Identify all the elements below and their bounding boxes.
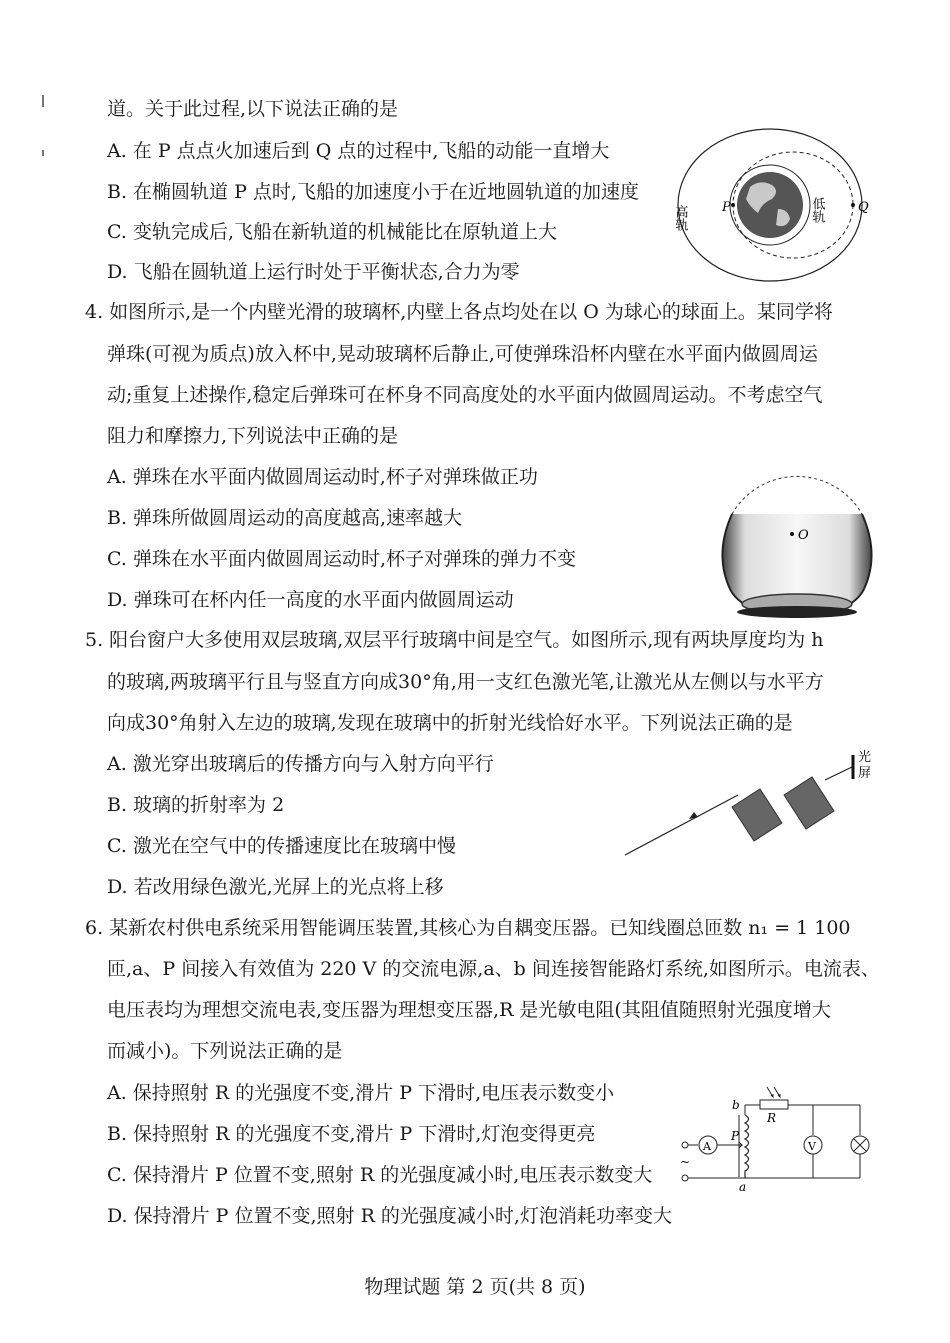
earth-icon — [737, 172, 803, 238]
right-glass-pane — [784, 777, 834, 829]
q4-stem-line-2: 弹珠(可视为质点)放入杯中,晃动玻璃杯后静止,可使弹珠沿杯内壁在水平面内做圆周运 — [107, 343, 818, 365]
point-p-dot — [731, 203, 735, 207]
input-terminal-top — [682, 1142, 688, 1148]
q5-stem-line-1: 5. 阳台窗户大多使用双层玻璃,双层平行玻璃中间是空气。如图所示,现有两块厚度均为 h — [85, 629, 824, 651]
q4-option-c: C. 弹珠在水平面内做圆周运动时,杯子对弹珠的弹力不变 — [107, 548, 576, 570]
q3-continuation: 道。关于此过程,以下说法正确的是 — [107, 98, 399, 120]
ammeter-label: A — [703, 1140, 711, 1153]
label-b: b — [732, 1098, 740, 1112]
light-arrows-icon — [767, 1087, 780, 1097]
sphere-outline-dashed — [732, 476, 862, 514]
label-q: Q — [858, 200, 869, 215]
label-high-orbit: 高轨 — [672, 205, 688, 231]
q4-stem-line-1: 4. 如图所示,是一个内壁光滑的玻璃杯,内壁上各点均处在以 O 为球心的球面上。某同学将 — [85, 301, 833, 323]
ray-arrow — [689, 812, 698, 819]
orbit-figure — [670, 125, 875, 285]
q6-option-b: B. 保持照射 R 的光强度不变,滑片 P 下滑时,灯泡变得更亮 — [107, 1123, 596, 1145]
incident-laser-ray — [625, 795, 738, 855]
photoresistor-r — [760, 1100, 788, 1109]
label-r: R — [767, 1111, 777, 1125]
label-p: P — [731, 1129, 740, 1143]
q4-option-a: A. 弹珠在水平面内做圆周运动时,杯子对弹珠做正功 — [107, 466, 538, 488]
transformer-coil — [745, 1115, 749, 1178]
double-glass-figure — [620, 745, 875, 860]
input-terminal-bottom — [682, 1175, 688, 1181]
page-edge-mark — [42, 150, 44, 156]
q3-option-a: A. 在 P 点点火加速后到 Q 点的过程中,飞船的动能一直增大 — [107, 140, 610, 162]
label-o: O — [798, 528, 809, 543]
transformer-circuit-figure — [675, 1085, 875, 1195]
glass-cup-figure — [712, 464, 882, 624]
q4-stem-line-3: 动;重复上述操作,稳定后弹珠可在杯身不同高度处的水平面内做圆周运动。不考虑空气 — [107, 384, 823, 406]
label-a: a — [739, 1180, 747, 1194]
glass-cup-bottom-shadow — [737, 606, 857, 618]
q6-option-a: A. 保持照射 R 的光强度不变,滑片 P 下滑时,电压表示数变小 — [107, 1082, 615, 1104]
q5-option-b: B. 玻璃的折射率为 2 — [107, 794, 285, 816]
exit-laser-ray — [825, 767, 852, 780]
q6-stem-line-3: 电压表均为理想交流电表,变压器为理想变压器,R 是光敏电阻(其阻值随照射光强度增大 — [107, 999, 831, 1021]
q3-option-c: C. 变轨完成后,飞船在新轨道的机械能比在原轨道上大 — [107, 221, 557, 243]
q4-option-b: B. 弹珠所做圆周运动的高度越高,速率越大 — [107, 507, 463, 529]
q6-option-d: D. 保持滑片 P 位置不变,照射 R 的光强度减小时,灯泡消耗功率变大 — [107, 1205, 672, 1227]
label-low-orbit: 低轨 — [809, 197, 825, 223]
page-footer: 物理试题 第 2 页(共 8 页) — [364, 1276, 586, 1298]
screen-label-2: 屏 — [858, 766, 872, 781]
page-edge-mark — [42, 95, 44, 107]
q4-stem-line-4: 阻力和摩擦力,下列说法中正确的是 — [107, 425, 399, 447]
screen-label-1: 光 — [858, 750, 872, 765]
q3-option-d: D. 飞船在圆轨道上运行时处于平衡状态,合力为零 — [107, 261, 520, 283]
q4-option-d: D. 弹珠可在杯内任一高度的水平面内做圆周运动 — [107, 589, 514, 611]
q5-option-d: D. 若改用绿色激光,光屏上的光点将上移 — [107, 876, 444, 898]
point-q-dot — [851, 203, 855, 207]
ac-symbol: ~ — [680, 1155, 691, 1169]
q6-stem-line-2: 匝,a、P 间接入有效值为 220 V 的交流电源,a、b 间连接智能路灯系统,如图所示。电流表、 — [107, 958, 880, 980]
label-p: P — [722, 200, 731, 215]
q6-stem-line-4: 而减小)。下列说法正确的是 — [107, 1040, 343, 1062]
q6-option-c: C. 保持滑片 P 位置不变,照射 R 的光强度减小时,电压表示数变大 — [107, 1164, 653, 1186]
q5-option-a: A. 激光穿出玻璃后的传播方向与入射方向平行 — [107, 753, 494, 775]
q5-stem-line-3: 向成30°角射入左边的玻璃,发现在玻璃中的折射光线恰好水平。下列说法正确的是 — [107, 712, 793, 734]
q3-option-b: B. 在椭圆轨道 P 点时,飞船的加速度小于在近地圆轨道的加速度 — [107, 181, 639, 203]
q5-option-c: C. 激光在空气中的传播速度比在玻璃中慢 — [107, 835, 456, 857]
left-glass-pane — [732, 789, 782, 841]
q5-stem-line-2: 的玻璃,两玻璃平行且与竖直方向成30°角,用一支红色激光笔,让激光从左侧以与水平方 — [107, 671, 824, 693]
voltmeter-label: V — [808, 1140, 816, 1153]
center-o-dot — [790, 532, 794, 536]
q6-stem-line-1: 6. 某新农村供电系统采用智能调压装置,其核心为自耦变压器。已知线圈总匝数 n₁ = 1 100 — [85, 917, 851, 939]
